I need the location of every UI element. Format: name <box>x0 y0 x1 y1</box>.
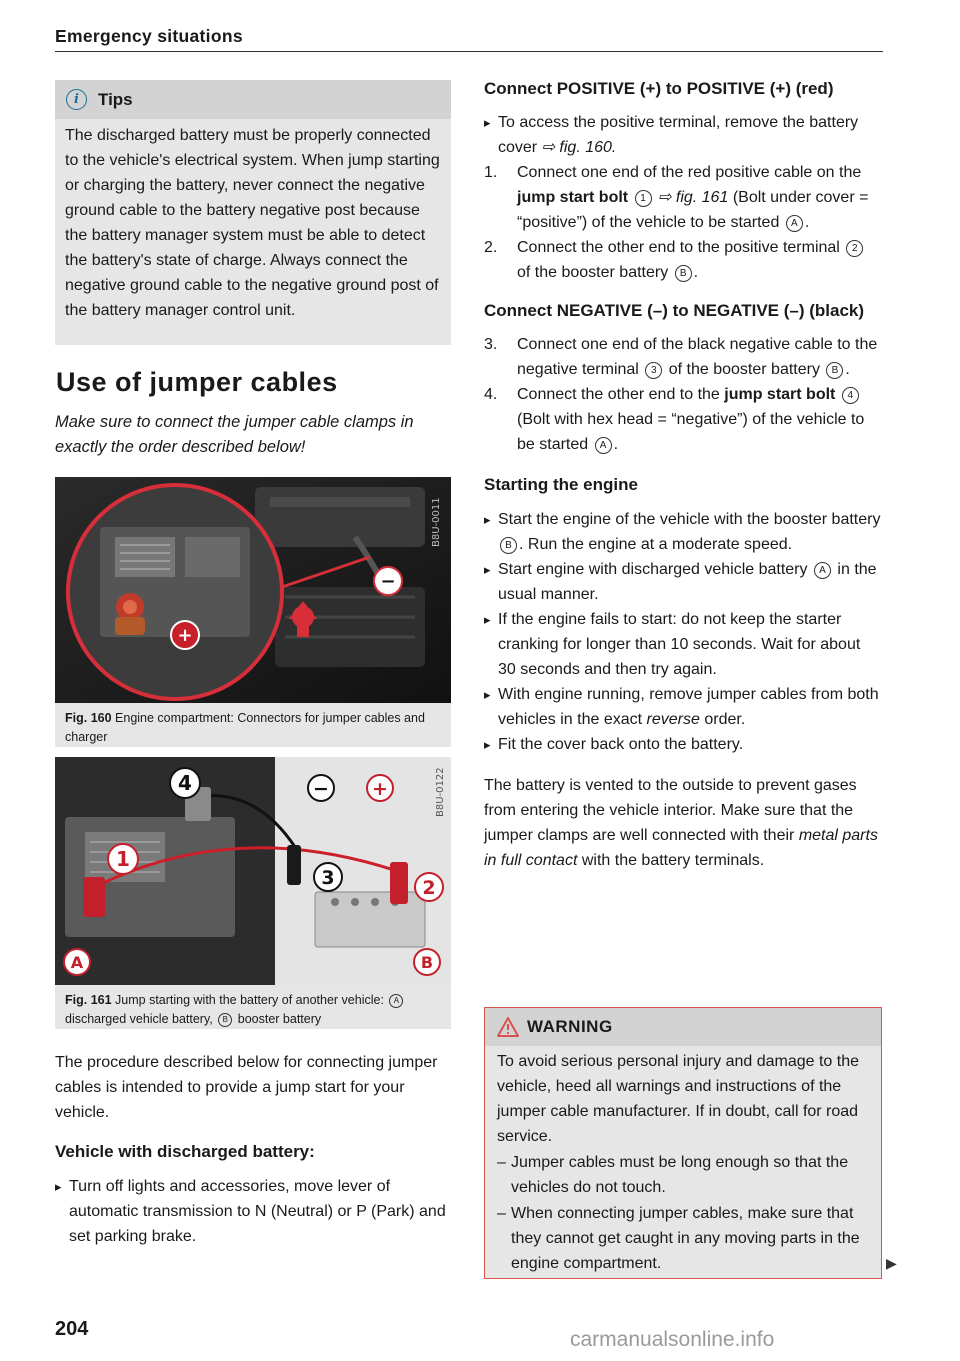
minus-sign: − <box>380 571 396 592</box>
step-1-text-b: (Bolt under cover = “positive”) of the vehicle to be started <box>517 189 869 231</box>
start-bullet-3: ▸ If the engine fails to start: do not keep the starter cranking for longer than 10 seconds. Wait for about 30 seconds and then try again. <box>484 607 882 682</box>
step-1: 1. Connect one end of the red positive cable on the jump start bolt 1 ⇨ fig. 161 (Bolt under cover = “positive”) of the vehicle to be started A . <box>484 160 882 235</box>
figure-160-image <box>55 477 451 703</box>
start-bullet-1-text: Start the engine of the vehicle with the booster battery <box>498 511 881 528</box>
fig160-number: Fig. 160 <box>65 711 112 725</box>
figure-161-caption <box>55 985 451 1029</box>
metal-parts-emphasis: metal parts in full contact <box>484 827 878 869</box>
label-B: B <box>420 953 434 972</box>
fig160-text: Engine compartment: Connectors for jumper cables and charger <box>65 711 425 744</box>
warning-body <box>485 1046 881 1276</box>
start-bullet-2-text: Start engine with discharged vehicle battery <box>498 561 808 578</box>
label-1: 1 <box>116 847 130 871</box>
circled-A: A <box>786 215 803 232</box>
procedure-paragraph: The procedure described below for connecting jumper cables is intended to provide a jump start for your vehicle. <box>55 1054 438 1121</box>
circled-3: 3 <box>645 362 662 379</box>
step-2: 2. Connect the other end to the positive terminal 2 of the booster battery B . <box>484 235 882 285</box>
starting-heading: Starting the engine <box>484 475 638 494</box>
positive-bullet <box>484 110 882 160</box>
figure-160-caption <box>55 703 451 747</box>
warning-dash-1: – Jumper cables must be long enough so that the vehicles do not touch. <box>497 1150 869 1200</box>
vented-text: The battery is vented to the outside to prevent gases from entering the vehicle interior. Make sure that the jumper clamps are well connected with their <box>484 777 857 844</box>
circled-A: A <box>595 437 612 454</box>
section-intro: Make sure to connect the jumper cable clamps in exactly the order described below! <box>55 413 414 456</box>
positive-bullet-text: To access the positive terminal, remove the battery cover <box>498 114 859 156</box>
figure-code: B8U-0011 <box>431 497 442 547</box>
running-header: Emergency situations <box>55 26 243 46</box>
fig161-text1: Jump starting with the battery of another vehicle: <box>115 993 384 1007</box>
tips-header <box>55 80 451 119</box>
step-4-number: 4. <box>484 386 498 403</box>
vented-text-b: with the battery terminals. <box>581 852 765 869</box>
circled-A: A <box>814 562 831 579</box>
start-bullet-2-text-b: in the usual manner. <box>498 561 877 603</box>
label-4: 4 <box>178 771 192 795</box>
label-3: 3 <box>321 867 335 889</box>
watermark: carmanualsonline.info <box>570 1328 775 1351</box>
warning-dash-2: – When connecting jumper cables, make sure that they cannot get caught in any moving parts in the engine compartment. <box>497 1201 869 1276</box>
vented-paragraph <box>484 773 882 873</box>
circled-B: B <box>826 362 843 379</box>
vehicle-bullet: ▸ Turn off lights and accessories, move lever of automatic transmission to N (Neutral) or P (Park) and set parking brake. <box>55 1174 453 1249</box>
warning-header <box>485 1008 881 1046</box>
header-rule <box>55 51 883 52</box>
start-bullet-4-text-b: order. <box>704 711 746 728</box>
start-bullet-4-text: With engine running, remove jumper cables from both vehicles in the exact <box>498 686 879 728</box>
reverse-emphasis: reverse <box>646 711 700 728</box>
jump-start-bolt-term: jump start bolt <box>724 386 836 403</box>
start-bullet-1 <box>484 507 882 557</box>
figure-161-image <box>55 757 451 985</box>
circled-B: B <box>218 1013 232 1027</box>
step-2-text: Connect the other end to the positive terminal <box>517 239 840 256</box>
continue-arrow-icon: ▶ <box>886 1255 897 1271</box>
section-heading: Use of jumper cables <box>56 367 338 397</box>
fig161-text2: discharged vehicle battery, <box>65 1012 213 1026</box>
step-4-text: Connect the other end to the <box>517 386 720 403</box>
fig161-plus: + <box>372 778 388 800</box>
info-icon: i <box>66 89 87 110</box>
warning-triangle-icon <box>497 1017 519 1037</box>
warning-intro: To avoid serious personal injury and damage to the vehicle, heed all warnings and instructions of the jumper cable manufacturer. If in doubt, call for road service. <box>497 1053 859 1145</box>
negative-heading: Connect NEGATIVE (–) to NEGATIVE (–) (black) <box>484 301 865 320</box>
step-2-text-b: of the booster battery <box>517 264 669 281</box>
circled-2: 2 <box>846 240 863 257</box>
step-3-number: 3. <box>484 336 498 353</box>
tips-body: The discharged battery must be properly connected to the vehicle's electrical system. When jump starting or charging the battery, never connect the negative ground cable to the battery negative post because the battery manager system must be able to detect the battery's state of charge. Always connect the negative ground cable to the negative ground post of the battery manager control unit. <box>65 127 440 319</box>
step-1-text: Connect one end of the red positive cable on the <box>517 164 862 181</box>
jump-start-illustration <box>55 757 451 985</box>
fig161-text3: booster battery <box>237 1012 322 1026</box>
circled-4: 4 <box>842 387 859 404</box>
fig161-number: Fig. 161 <box>65 993 112 1007</box>
warning-box <box>484 1007 882 1279</box>
right-column <box>484 76 882 873</box>
engine-compartment-illustration <box>55 477 451 703</box>
label-A: A <box>70 953 84 972</box>
step-3-text-b: of the booster battery <box>668 361 820 378</box>
positive-heading: Connect POSITIVE (+) to POSITIVE (+) (red) <box>484 79 834 98</box>
fig161-minus: − <box>313 778 329 800</box>
step-4: 4. Connect the other end to the jump start bolt 4 (Bolt with hex head = “negative”) of the vehicle to be started A . <box>484 382 882 457</box>
start-bullet-5: ▸ Fit the cover back onto the battery. <box>484 732 882 757</box>
plus-sign: + <box>177 625 193 646</box>
step-3: 3. Connect one end of the black negative cable to the negative terminal 3 of the booster battery B . <box>484 332 882 382</box>
step-1-number: 1. <box>484 164 498 181</box>
fig160-reference: ⇨ fig. 160. <box>541 139 617 156</box>
page-number: 204 <box>55 1318 89 1340</box>
start-bullet-2 <box>484 557 882 607</box>
tips-box <box>55 80 451 345</box>
circled-A: A <box>389 994 403 1008</box>
fig161-reference: ⇨ fig. 161 <box>658 189 729 206</box>
circled-B: B <box>675 265 692 282</box>
tips-title: Tips <box>98 89 133 109</box>
start-bullet-4 <box>484 682 882 732</box>
step-3-text: Connect one end of the black negative cable to the negative terminal <box>517 336 878 378</box>
warning-title: WARNING <box>527 1017 613 1036</box>
start-bullet-1-text-b: . Run the engine at a moderate speed. <box>519 536 793 553</box>
figure-code: B8U-0122 <box>435 767 446 817</box>
left-body <box>55 1050 453 1249</box>
vehicle-heading: Vehicle with discharged battery: <box>55 1142 315 1161</box>
step-2-number: 2. <box>484 239 498 256</box>
label-2: 2 <box>422 877 436 899</box>
circled-B: B <box>500 537 517 554</box>
jump-start-bolt-term: jump start bolt <box>517 189 629 206</box>
circled-1: 1 <box>635 190 652 207</box>
step-4-text-b: (Bolt with hex head = “negative”) of the vehicle to be started <box>517 411 865 453</box>
